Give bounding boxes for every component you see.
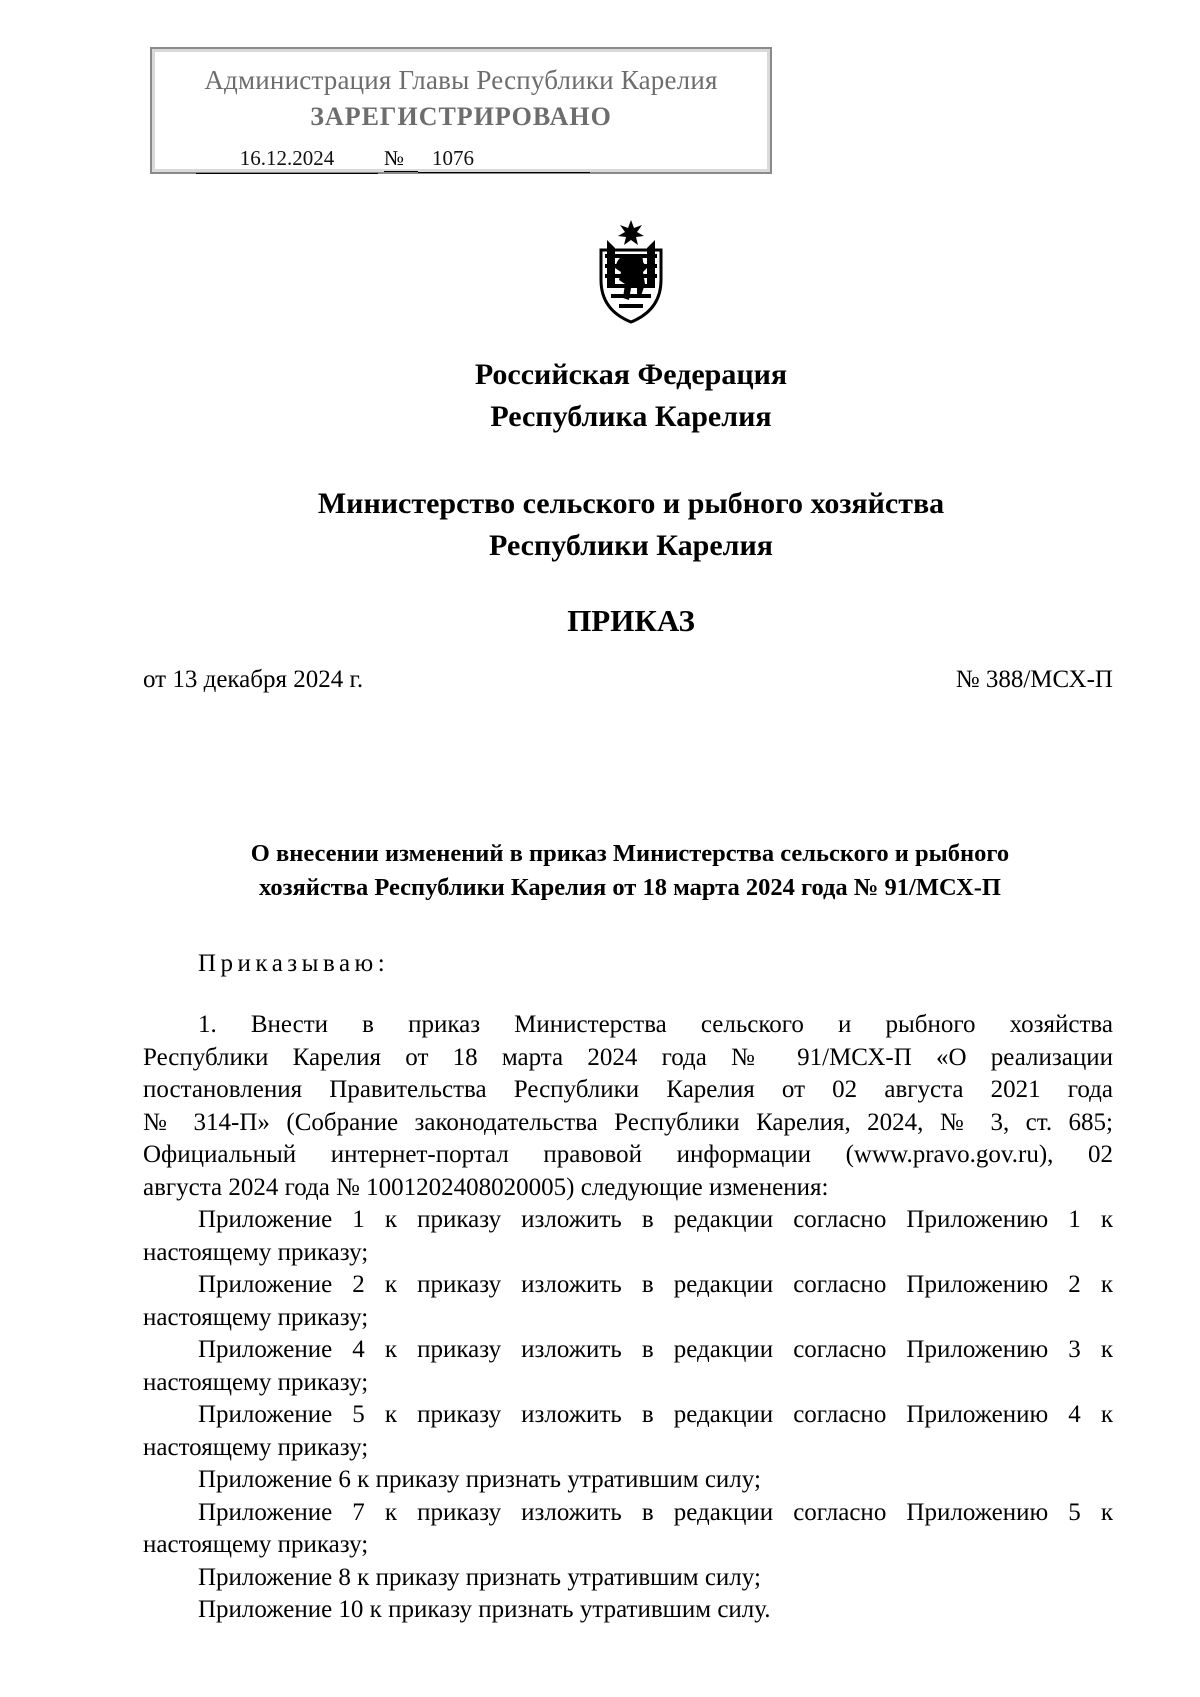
change-line: Приложение 1 к приказу изложить в редакции согласно Приложению 1 к xyxy=(198,1206,1113,1233)
change-line: настоящему приказу; xyxy=(143,1531,369,1558)
document-type: ПРИКАЗ xyxy=(567,603,695,638)
stamp-organization: Администрация Главы Республики Карелия xyxy=(204,65,718,95)
item1-line: постановления Правительства Республики Карелия от 02 августа 2021 года xyxy=(143,1076,1113,1103)
stamp-number-label: № xyxy=(384,145,418,172)
subject-line2: хозяйства Республики Карелия от 18 марта 2024 года № 91/МСХ-П xyxy=(259,874,1001,901)
change-line: настоящему приказу; xyxy=(143,1303,369,1331)
stamp-status: ЗАРЕГИСТРИРОВАНО xyxy=(310,102,612,131)
change-line: Приложение 7 к приказу изложить в редакции согласно Приложению 5 к xyxy=(198,1498,1113,1526)
karelia-coat-of-arms-icon xyxy=(585,218,677,328)
header-country: Российская Федерация xyxy=(474,358,788,391)
header-ministry-line2: Республики Карелия xyxy=(489,529,773,562)
item1-line: № 314-П» (Собрание законодательства Республики Карелия, 2024, № 3, ст. 685; xyxy=(143,1108,1113,1136)
header-ministry-line1: Министерство сельского и рыбного хозяйства xyxy=(317,487,945,520)
change-line: Приложение 10 к приказу признать утратившим силу. xyxy=(198,1596,771,1623)
subject-line1: О внесении изменений в приказ Министерства сельского и рыбного xyxy=(250,840,1010,867)
change-line: Приложение 8 к приказу признать утратившим силу; xyxy=(198,1563,761,1591)
change-line: Приложение 2 к приказу изложить в редакции согласно Приложению 2 к xyxy=(198,1271,1113,1298)
item1-line: Официальный интернет-портал правовой информации (www.pravo.gov.ru), 02 xyxy=(143,1141,1113,1168)
header-republic: Республика Карелия xyxy=(490,400,772,433)
item1-line: августа 2024 года № 1001202408020005) следующие изменения: xyxy=(143,1173,829,1201)
change-line: настоящему приказу; xyxy=(143,1238,369,1266)
registration-stamp xyxy=(150,47,772,174)
change-line: настоящему приказу; xyxy=(143,1433,369,1461)
change-line: настоящему приказу; xyxy=(143,1368,369,1396)
change-line: Приложение 4 к приказу изложить в редакции согласно Приложению 3 к xyxy=(198,1336,1113,1363)
preamble: Приказываю: xyxy=(198,950,390,977)
order-date: от 13 декабря 2024 г. xyxy=(143,666,364,693)
stamp-number: 1076 xyxy=(418,145,590,173)
change-line: Приложение 5 к приказу изложить в редакции согласно Приложению 4 к xyxy=(198,1401,1113,1428)
stamp-date: 16.12.2024 xyxy=(196,145,378,174)
order-number: № 388/МСХ-П xyxy=(955,666,1113,693)
change-line: Приложение 6 к приказу признать утратившим силу; xyxy=(198,1466,761,1493)
item1-line: Республики Карелия от 18 марта 2024 года № 91/МСХ-П «О реализации xyxy=(143,1043,1113,1071)
item1-line: 1. Внести в приказ Министерства сельского и рыбного хозяйства xyxy=(198,1011,1113,1038)
